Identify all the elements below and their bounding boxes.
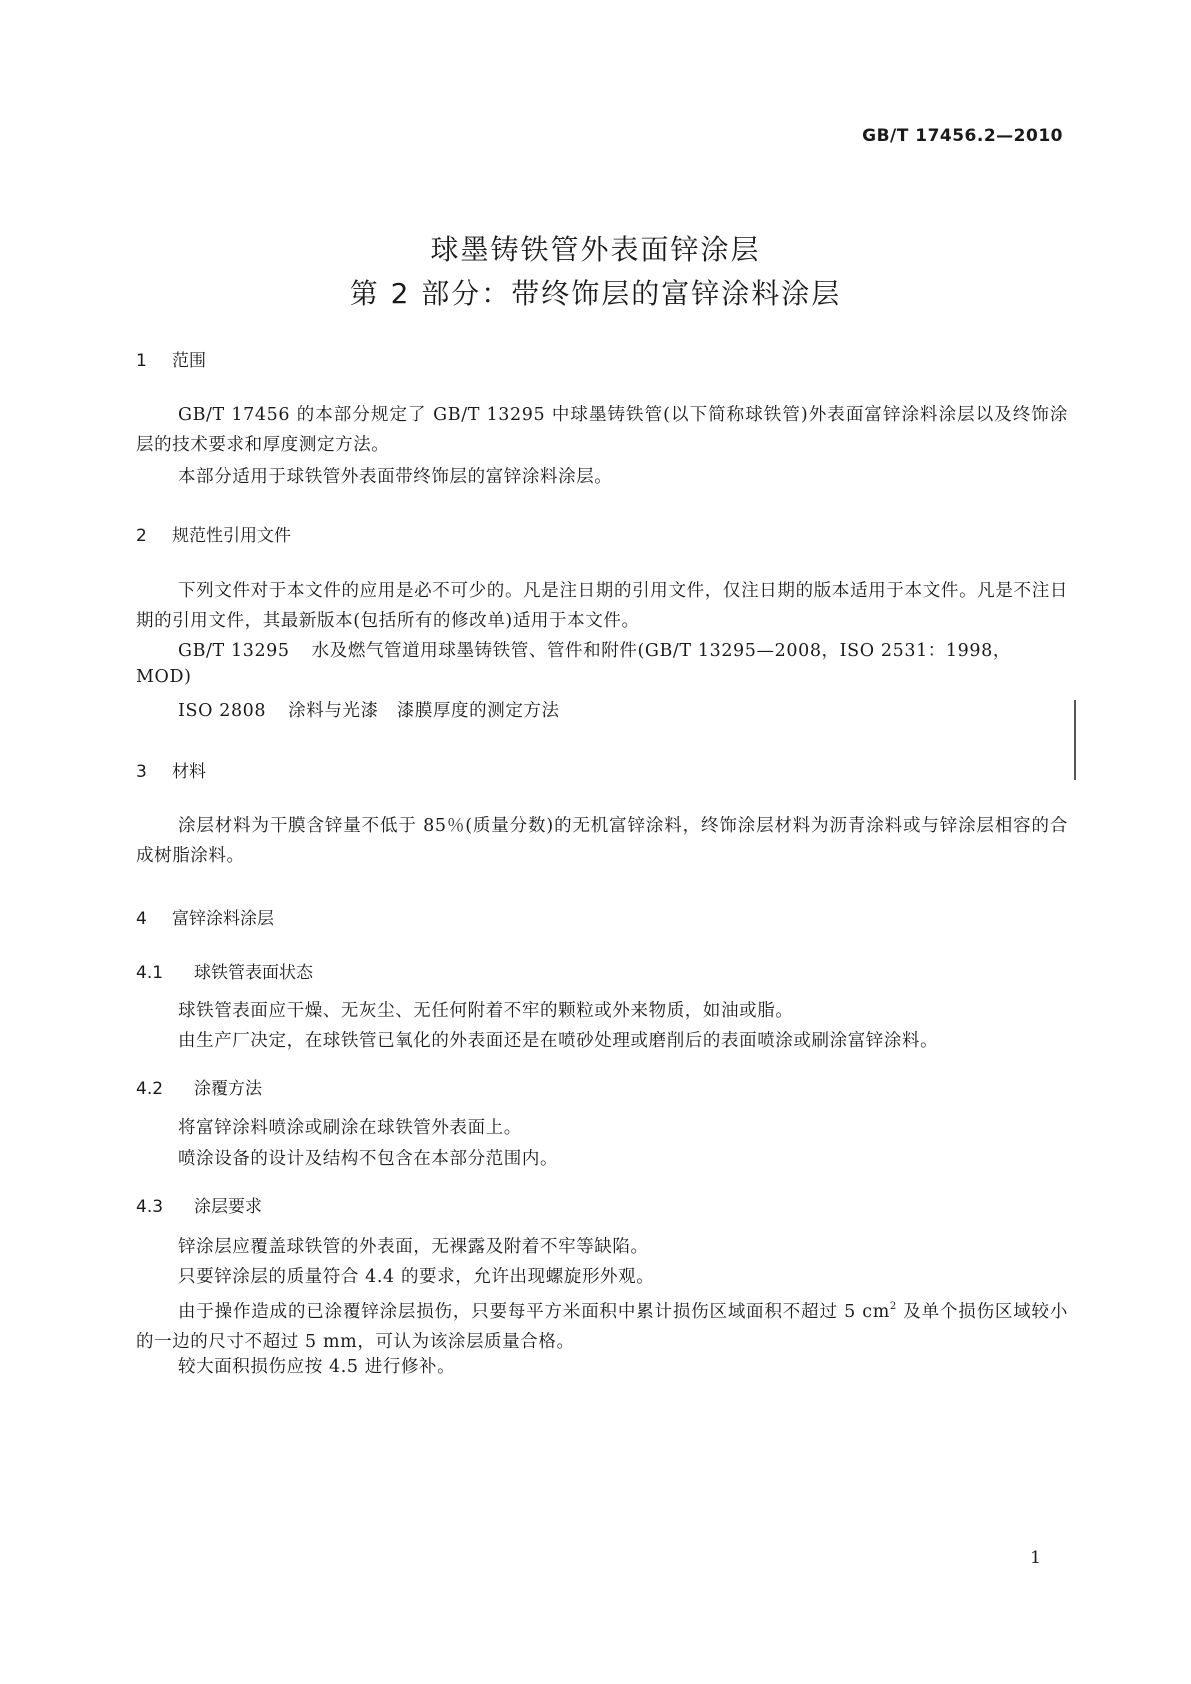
paragraph-text: 及单个损伤区域较小的一边的尺寸不超过 5 mm，可认为该涂层质量合格。 [136,1302,1068,1352]
reference-title: 涂料与光漆 漆膜厚度的测定方法 [288,701,560,721]
section-heading-1 [136,346,206,371]
subsection-heading-4-3 [136,1192,262,1217]
subsection-heading-4-2 [136,1074,262,1099]
paragraph: 本部分适用于球铁管外表面带终饰层的富锌涂料涂层。 [178,467,613,487]
section-title: 规范性引用文件 [172,526,291,546]
reference-code: ISO 2808 [178,701,267,721]
paragraph: 涂层材料为干膜含锌量不低于 85％(质量分数)的无机富锌涂料，终饰涂层材料为沥青涂料或与锌涂层相容的合成树脂涂料。 [136,816,1068,866]
subsection-heading-4-1 [136,958,313,983]
paragraph: 只要锌涂层的质量符合 4.4 的要求，允许出现螺旋形外观。 [178,1267,655,1287]
paragraph: 球铁管表面应干燥、无灰尘、无任何附着不牢的颗粒或外来物质，如油或脂。 [178,1001,794,1021]
document-title: 球墨铸铁管外表面锌涂层 [430,233,761,266]
section-heading-4 [136,904,274,929]
reference-entry [178,636,1011,666]
section-number: 4 [136,909,147,929]
reference-title: 水及燃气管道用球墨铸铁管、管件和附件(GB/T 13295—2008，ISO 2531：1998， [311,641,1011,661]
paragraph [136,1292,1068,1357]
section-title: 富锌涂料涂层 [172,909,274,929]
section-heading-3 [136,757,206,782]
section-title: 球铁管表面状态 [194,963,313,983]
paragraph-text: 由于操作造成的已涂覆锌涂层损伤，只要每平方米面积中累计损伤区域面积不超过 5 cm [178,1302,890,1322]
paragraph: 将富锌涂料喷涂或刷涂在球铁管外表面上。 [178,1118,522,1138]
change-bar [1074,700,1076,780]
section-number: 2 [136,526,147,546]
section-title: 材料 [172,762,206,782]
paragraph: 由生产厂决定，在球铁管已氧化的外表面还是在喷砂处理或磨削后的表面喷涂或刷涂富锌涂料。 [178,1031,939,1051]
document-subtitle: 第 2 部分：带终饰层的富锌涂料涂层 [349,277,842,310]
section-title: 涂层要求 [194,1197,262,1217]
section-number: 4.2 [136,1079,164,1099]
section-title: 范围 [172,351,206,371]
standard-number: GB/T 17456.2—2010 [862,126,1063,146]
reference-entry [178,696,560,726]
section-title: 涂覆方法 [194,1079,262,1099]
page-number: 1 [1030,1548,1041,1568]
paragraph: 喷涂设备的设计及结构不包含在本部分范围内。 [178,1149,559,1169]
paragraph: 下列文件对于本文件的应用是必不可少的。凡是注日期的引用文件，仅注日期的版本适用于本文件。凡是不注日期的引用文件，其最新版本(包括所有的修改单)适用于本文件。 [136,581,1068,631]
section-number: 1 [136,351,147,371]
section-number: 3 [136,762,147,782]
section-number: 4.3 [136,1197,164,1217]
reference-code: GB/T 13295 [178,641,290,661]
section-number: 4.1 [136,963,164,983]
paragraph: 较大面积损伤应按 4.5 进行修补。 [178,1357,456,1377]
paragraph: GB/T 17456 的本部分规定了 GB/T 13295 中球墨铸铁管(以下简称球铁管)外表面富锌涂料涂层以及终饰涂层的技术要求和厚度测定方法。 [136,405,1068,455]
reference-continuation: MOD) [136,667,192,687]
section-heading-2 [136,521,291,546]
superscript: 2 [889,1301,897,1312]
paragraph: 锌涂层应覆盖球铁管的外表面，无裸露及附着不牢等缺陷。 [178,1237,649,1257]
